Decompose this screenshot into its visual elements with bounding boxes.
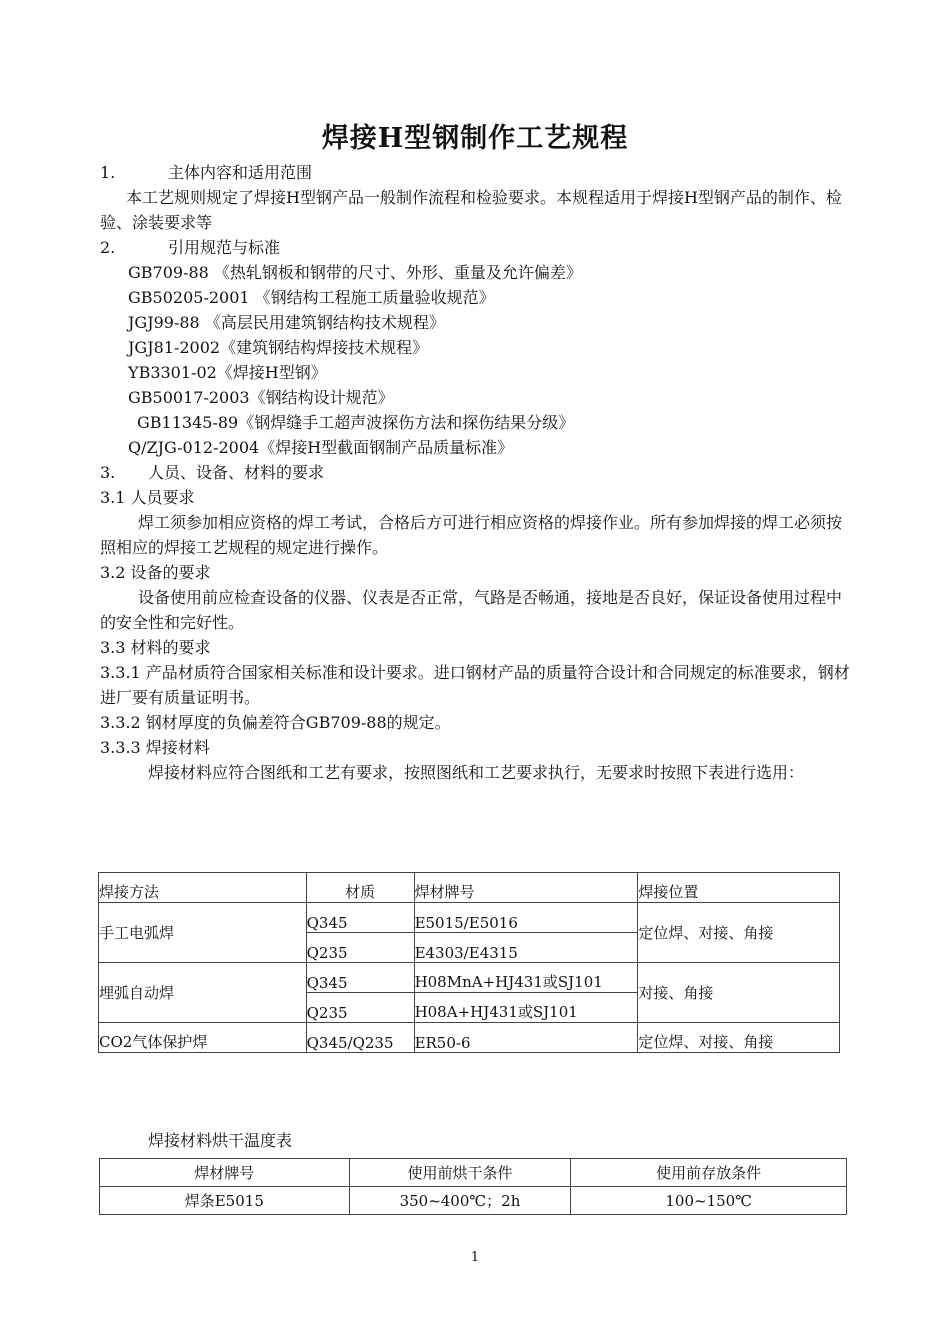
section-3-title: 人员、设备、材料的要求 [148, 463, 325, 482]
reference-item: JGJ99-88 《高层民用建筑钢结构技术规程》 [128, 313, 445, 332]
table-header-row [100, 1159, 847, 1187]
table-header-cell: 使用前存放条件 [571, 1159, 847, 1187]
table-cell-material: Q345 [306, 903, 414, 933]
table-cell-method: 手工电弧焊 [99, 903, 307, 963]
section-2-number: 2. [100, 238, 116, 257]
table-cell: 350~400℃；2h [349, 1187, 571, 1215]
table-cell-position: 定位焊、对接、角接 [638, 903, 840, 963]
table-cell-method: CO2气体保护焊 [99, 1023, 307, 1053]
subsection-3-3-3-body: 焊接材料应符合图纸和工艺有要求，按照图纸和工艺要求执行，无要求时按照下表进行选用： [148, 763, 805, 782]
table-header-cell: 焊材牌号 [100, 1159, 350, 1187]
table-header-cell: 焊接位置 [638, 873, 840, 903]
table-row [100, 1187, 847, 1215]
section-3-number: 3. [100, 463, 116, 482]
table-cell-method: 埋弧自动焊 [99, 963, 307, 1023]
drying-temperature-table [99, 1158, 847, 1215]
table-cell-wire: E4303/E4315 [414, 933, 638, 963]
table-cell-material: Q345 [306, 963, 414, 993]
table-cell-position: 对接、角接 [638, 963, 840, 1023]
reference-item: JGJ81-2002《建筑钢结构焊接技术规程》 [128, 338, 429, 357]
section-2-title: 引用规范与标准 [168, 238, 281, 257]
page-number: 1 [470, 1250, 480, 1265]
page-title: 焊接H型钢制作工艺规程 [321, 123, 629, 154]
subsection-3-3-2: 3.3.2 钢材厚度的负偏差符合GB709-88的规定。 [100, 713, 451, 732]
table-cell-material: Q235 [306, 933, 414, 963]
table-cell-wire: H08A+HJ431或SJ101 [414, 993, 638, 1023]
reference-item: YB3301-02《焊接H型钢》 [128, 363, 327, 382]
welding-materials-table [98, 872, 840, 1053]
subsection-3-2-body: 设备使用前应检查设备的仪器、仪表是否正常，气路是否畅通，接地是否良好，保证设备使用过程中的安全性和完好性。 [100, 588, 843, 632]
table-cell-wire: ER50-6 [414, 1023, 638, 1053]
table-header-row [99, 873, 840, 903]
table-cell: 焊条E5015 [100, 1187, 350, 1215]
reference-item: GB50205-2001 《钢结构工程施工质量验收规范》 [128, 288, 495, 307]
reference-item: GB11345-89《钢焊缝手工超声波探伤方法和探伤结果分级》 [137, 413, 575, 432]
subsection-3-3-title: 3.3 材料的要求 [100, 638, 211, 657]
section-1-title: 主体内容和适用范围 [168, 163, 313, 182]
table-row [99, 1023, 840, 1053]
table-row [99, 903, 840, 933]
table-cell-wire: H08MnA+HJ431或SJ101 [414, 963, 638, 993]
table-header-cell: 材质 [306, 873, 414, 903]
reference-item: Q/ZJG-012-2004《焊接H型截面钢制产品质量标准》 [128, 438, 514, 457]
table-caption: 焊接材料烘干温度表 [148, 1131, 293, 1150]
section-1-body: 本工艺规则规定了焊接H型钢产品一般制作流程和检验要求。本规程适用于焊接H型钢产品的制作、检验、涂装要求等 [100, 188, 842, 232]
subsection-3-2-title: 3.2 设备的要求 [100, 563, 211, 582]
table-cell: 100~150℃ [571, 1187, 847, 1215]
section-1-number: 1. [100, 163, 116, 182]
table-header-cell: 焊接方法 [99, 873, 307, 903]
subsection-3-1-title: 3.1 人员要求 [100, 488, 195, 507]
table-cell-material: Q235 [306, 993, 414, 1023]
table-header-cell: 使用前烘干条件 [349, 1159, 571, 1187]
subsection-3-1-body: 焊工须参加相应资格的焊工考试，合格后方可进行相应资格的焊接作业。所有参加焊接的焊工必须按照相应的焊接工艺规程的规定进行操作。 [100, 513, 843, 557]
reference-item: GB709-88 《热轧钢板和钢带的尺寸、外形、重量及允许偏差》 [128, 263, 582, 282]
reference-item: GB50017-2003《钢结构设计规范》 [128, 388, 394, 407]
subsection-3-3-3-title: 3.3.3 焊接材料 [100, 738, 210, 757]
table-row [99, 963, 840, 993]
subsection-3-3-1: 3.3.1 产品材质符合国家相关标准和设计要求。进口钢材产品的质量符合设计和合同规定的标准要求，钢材进厂要有质量证明书。 [100, 663, 850, 707]
table-cell-material: Q345/Q235 [306, 1023, 414, 1053]
table-header-cell: 焊材牌号 [414, 873, 638, 903]
table-cell-position: 定位焊、对接、角接 [638, 1023, 840, 1053]
table-cell-wire: E5015/E5016 [414, 903, 638, 933]
